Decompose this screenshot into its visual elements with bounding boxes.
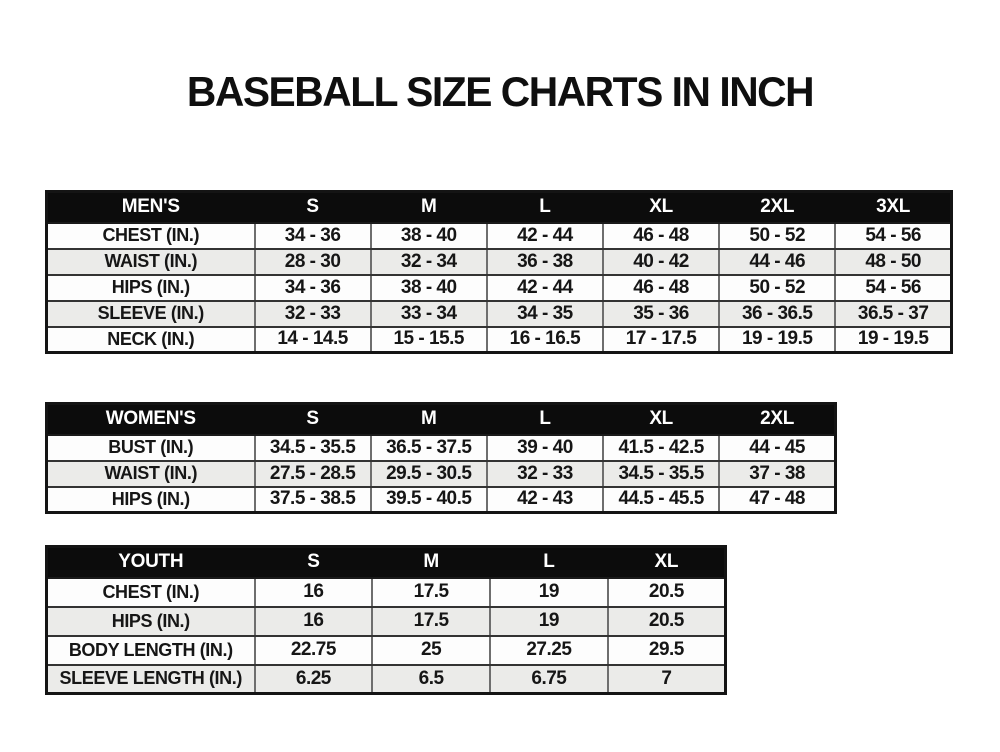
size-column-header: XL [603,192,719,223]
measurement-row [47,275,952,301]
womens-table-title-cell: WOMEN'S [47,404,255,435]
size-value: 44 - 45 [719,435,835,461]
measurement-label: SLEEVE LENGTH (IN.) [47,665,255,694]
size-value: 39 - 40 [487,435,603,461]
size-value: 16 [255,578,373,607]
size-value: 35 - 36 [603,301,719,327]
measurement-label: HIPS (IN.) [47,607,255,636]
womens-size-table-container [45,402,837,514]
size-value: 32 - 34 [371,249,487,275]
size-column-header: M [371,192,487,223]
measurement-row [47,435,836,461]
size-value: 17.5 [372,607,490,636]
size-value: 22.75 [255,636,373,665]
youth-header-row [47,547,726,578]
measurement-label: WAIST (IN.) [47,249,255,275]
mens-header-row [47,192,952,223]
womens-size-table [45,402,837,514]
size-value: 34.5 - 35.5 [255,435,371,461]
size-value: 32 - 33 [487,461,603,487]
size-value: 50 - 52 [719,275,835,301]
size-value: 54 - 56 [835,223,951,249]
size-column-header: 2XL [719,404,835,435]
measurement-label: SLEEVE (IN.) [47,301,255,327]
size-value: 17 - 17.5 [603,327,719,353]
size-column-header: L [490,547,608,578]
measurement-label: WAIST (IN.) [47,461,255,487]
size-value: 46 - 48 [603,275,719,301]
size-value: 38 - 40 [371,275,487,301]
size-value: 34 - 35 [487,301,603,327]
measurement-row [47,461,836,487]
size-value: 46 - 48 [603,223,719,249]
measurement-row [47,578,726,607]
youth-size-table-container [45,545,727,695]
measurement-row [47,665,726,694]
size-value: 34 - 36 [255,275,371,301]
size-value: 41.5 - 42.5 [603,435,719,461]
size-column-header: L [487,192,603,223]
size-value: 25 [372,636,490,665]
size-value: 6.5 [372,665,490,694]
size-value: 36.5 - 37.5 [371,435,487,461]
size-column-header: S [255,192,371,223]
size-value: 42 - 43 [487,487,603,513]
size-column-header: S [255,547,373,578]
size-value: 37 - 38 [719,461,835,487]
size-value: 44 - 46 [719,249,835,275]
size-value: 20.5 [608,607,726,636]
measurement-row [47,487,836,513]
measurement-row [47,301,952,327]
size-value: 28 - 30 [255,249,371,275]
size-value: 14 - 14.5 [255,327,371,353]
size-value: 47 - 48 [719,487,835,513]
size-value: 15 - 15.5 [371,327,487,353]
size-value: 34 - 36 [255,223,371,249]
mens-size-table [45,190,953,354]
size-value: 29.5 - 30.5 [371,461,487,487]
size-value: 36 - 36.5 [719,301,835,327]
size-value: 36.5 - 37 [835,301,951,327]
size-column-header: M [372,547,490,578]
mens-table-title-cell: MEN'S [47,192,255,223]
size-value: 27.25 [490,636,608,665]
size-value: 16 - 16.5 [487,327,603,353]
measurement-row [47,607,726,636]
measurement-label: BODY LENGTH (IN.) [47,636,255,665]
page-title: BASEBALL SIZE CHARTS IN INCH [186,68,814,115]
size-column-header: 3XL [835,192,951,223]
size-value: 19 - 19.5 [835,327,951,353]
size-value: 20.5 [608,578,726,607]
size-value: 19 - 19.5 [719,327,835,353]
size-column-header: L [487,404,603,435]
size-value: 27.5 - 28.5 [255,461,371,487]
measurement-row [47,249,952,275]
measurement-label: CHEST (IN.) [47,223,255,249]
size-value: 29.5 [608,636,726,665]
size-value: 6.25 [255,665,373,694]
measurement-label: BUST (IN.) [47,435,255,461]
measurement-label: CHEST (IN.) [47,578,255,607]
size-value: 17.5 [372,578,490,607]
size-column-header: S [255,404,371,435]
size-column-header: M [371,404,487,435]
size-value: 54 - 56 [835,275,951,301]
size-value: 42 - 44 [487,223,603,249]
size-value: 39.5 - 40.5 [371,487,487,513]
measurement-row [47,223,952,249]
measurement-label: HIPS (IN.) [47,275,255,301]
size-value: 19 [490,607,608,636]
size-column-header: XL [608,547,726,578]
size-value: 33 - 34 [371,301,487,327]
size-value: 38 - 40 [371,223,487,249]
size-value: 34.5 - 35.5 [603,461,719,487]
youth-size-table [45,545,727,695]
size-value: 36 - 38 [487,249,603,275]
size-value: 6.75 [490,665,608,694]
size-value: 50 - 52 [719,223,835,249]
size-value: 37.5 - 38.5 [255,487,371,513]
measurement-row [47,636,726,665]
size-value: 48 - 50 [835,249,951,275]
size-value: 7 [608,665,726,694]
size-value: 42 - 44 [487,275,603,301]
mens-size-table-container [45,190,953,354]
measurement-label: NECK (IN.) [47,327,255,353]
size-value: 16 [255,607,373,636]
size-value: 44.5 - 45.5 [603,487,719,513]
size-column-header: XL [603,404,719,435]
measurement-label: HIPS (IN.) [47,487,255,513]
size-value: 19 [490,578,608,607]
youth-table-title-cell: YOUTH [47,547,255,578]
size-value: 32 - 33 [255,301,371,327]
measurement-row [47,327,952,353]
size-column-header: 2XL [719,192,835,223]
womens-header-row [47,404,836,435]
size-value: 40 - 42 [603,249,719,275]
